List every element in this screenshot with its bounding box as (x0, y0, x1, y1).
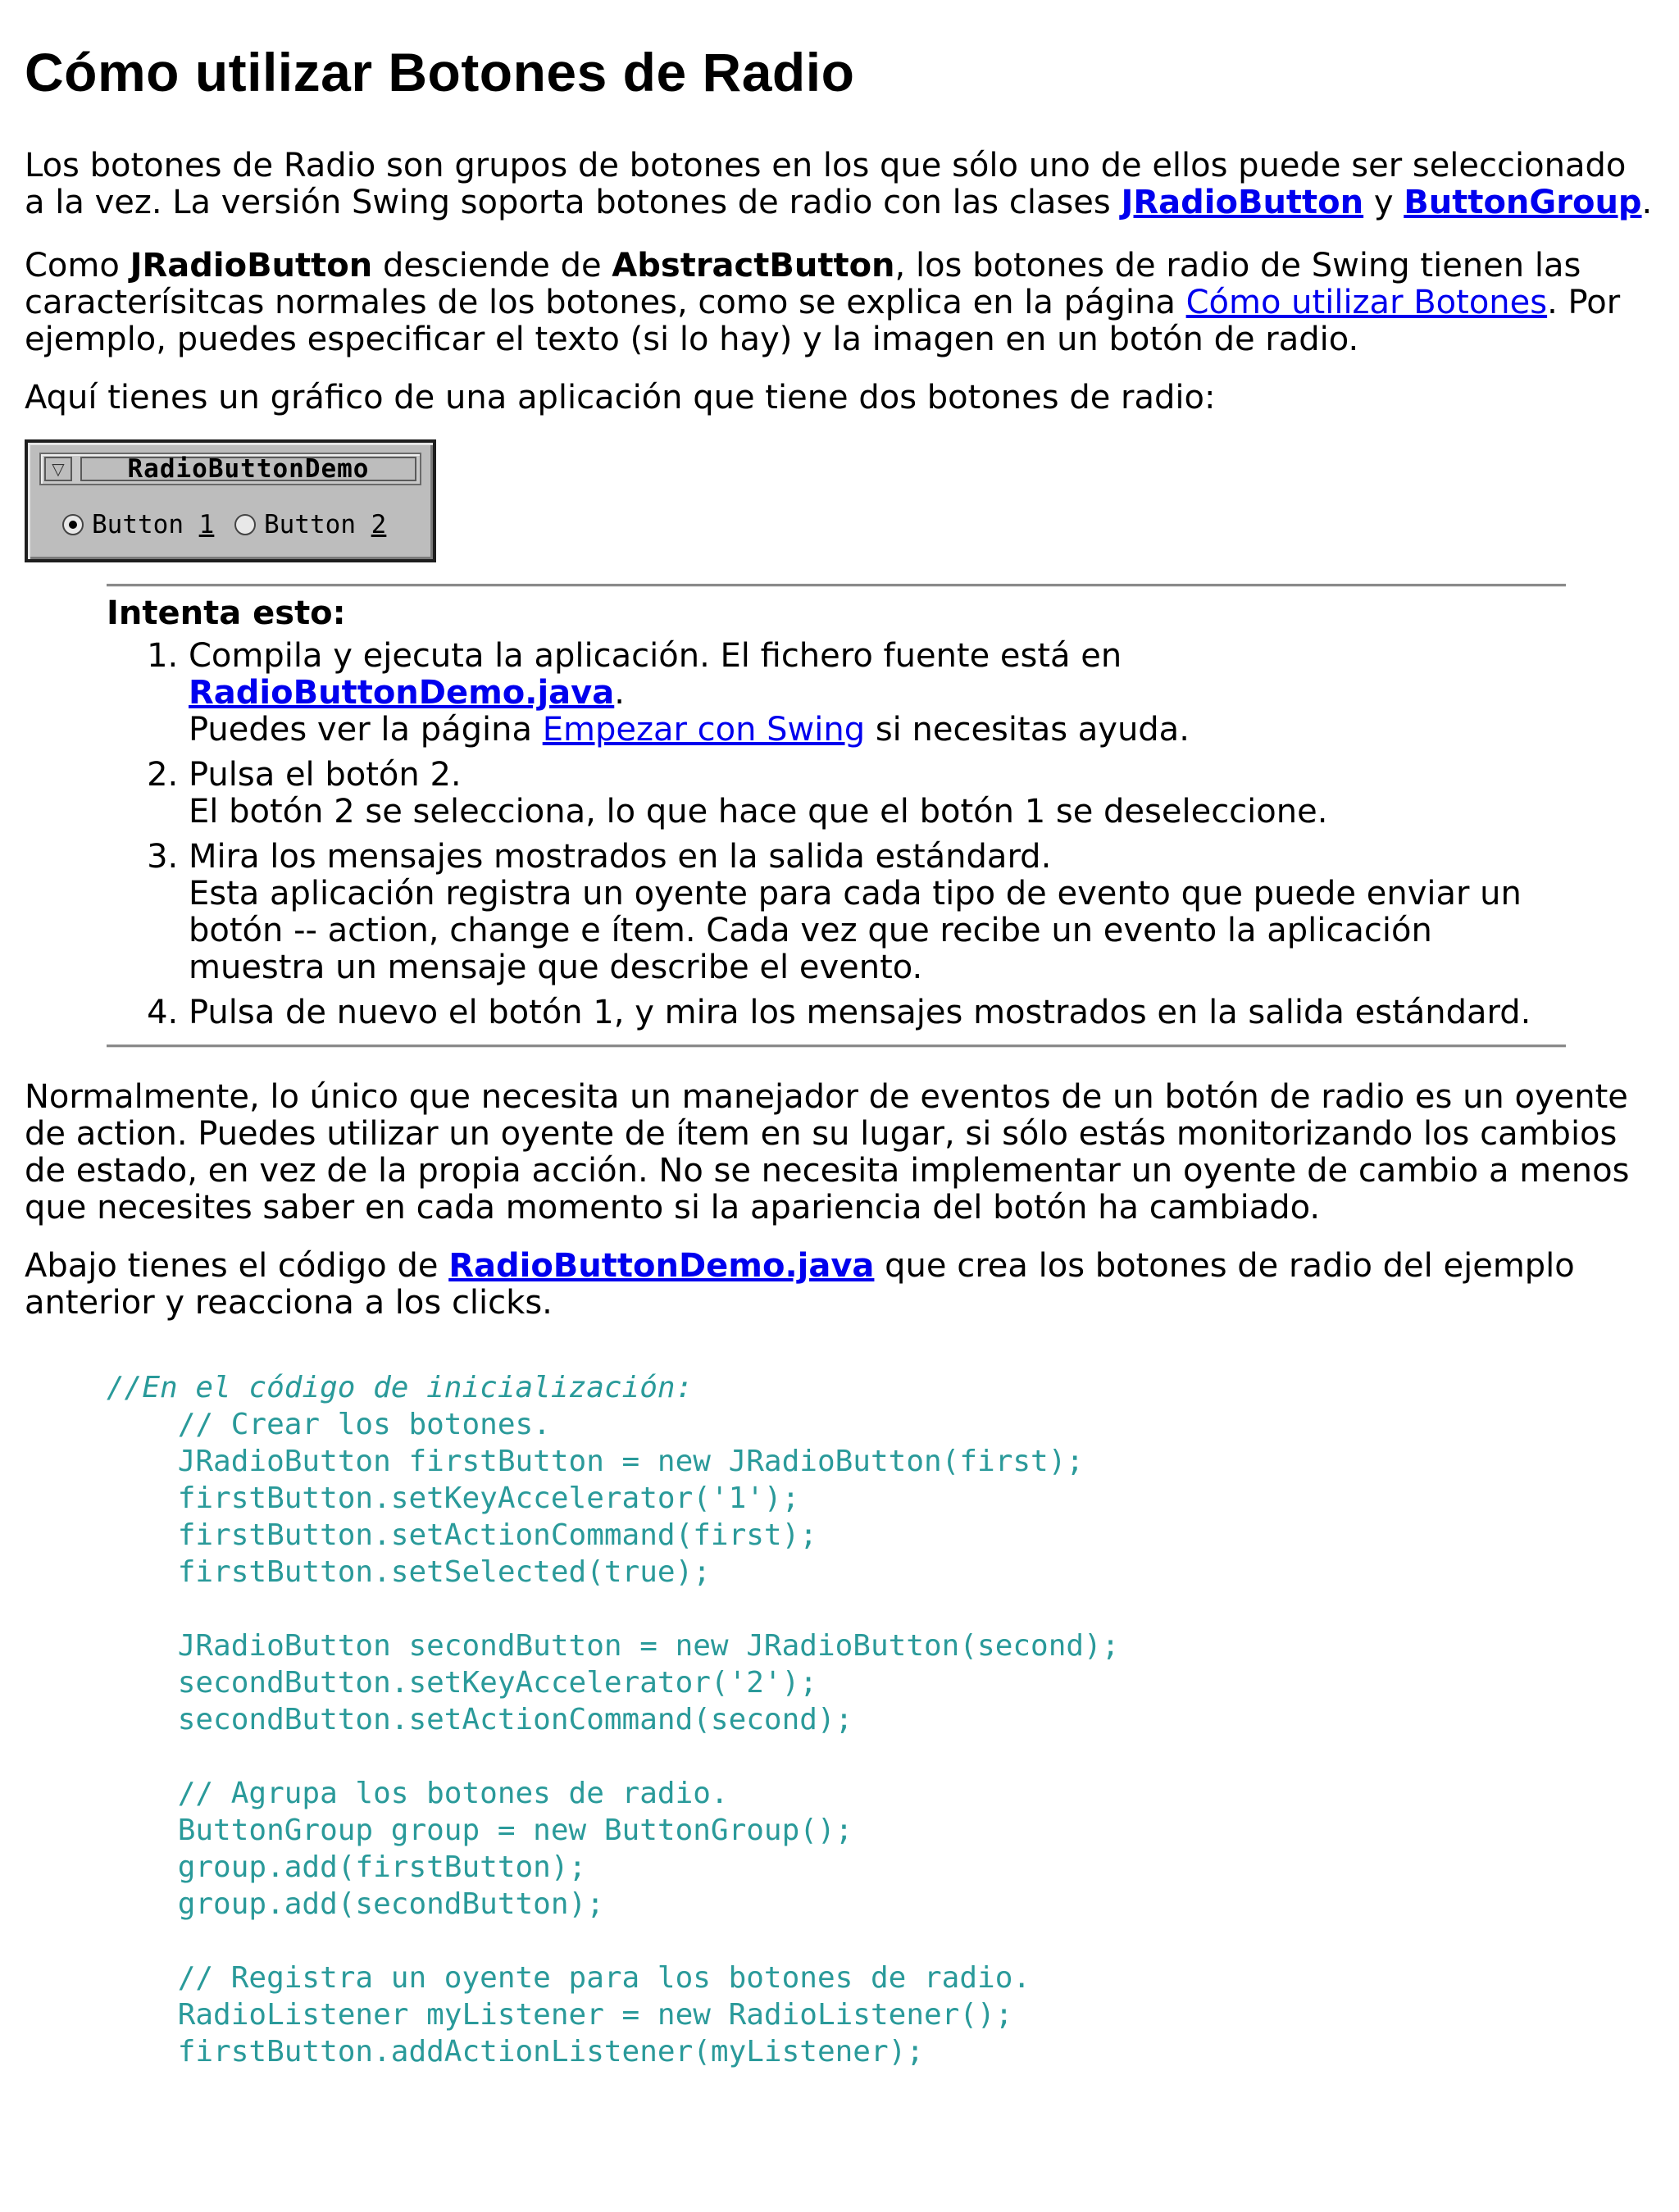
code-line: firstButton.setSelected(true); (107, 1555, 711, 1589)
link-jradiobutton[interactable]: JRadioButton (1121, 184, 1364, 221)
code-line: secondButton.setKeyAccelerator('2'); (107, 1666, 817, 1700)
code-line: firstButton.setKeyAccelerator('1'); (107, 1481, 800, 1515)
event-handler-paragraph: Normalmente, lo único que necesita un manejador de eventos de un botón de radio es un oyente de action. Puedes utilizar un oyente de ítem en su lugar, si sólo estás monitorizando los cambios de estado, en vez de la propia acción. No se necesita implementar un oyente de cambio a menos que necesites saber en cada momento si la apariencia del botón ha cambiado. (25, 1078, 1630, 1227)
link-radiobuttondemo-java-2[interactable]: RadioButtonDemo.java (448, 1247, 875, 1285)
link-buttongroup[interactable]: ButtonGroup (1404, 184, 1642, 221)
try-this-box (107, 584, 1566, 1048)
radio-button-2-icon (234, 514, 256, 535)
link-empezar-con-swing[interactable]: Empezar con Swing (542, 711, 866, 749)
code-block (107, 1369, 1654, 2070)
divider-top (107, 584, 1566, 587)
try-this-list (107, 638, 1566, 1031)
code-line: group.add(firstButton); (107, 1850, 587, 1884)
code-line: JRadioButton firstButton = new JRadioButton(first); (107, 1445, 1085, 1478)
divider-bottom (107, 1045, 1566, 1048)
list-item: 3. Mira los mensajes mostrados en la salida estándard. Esta aplicación registra un oyente para cada tipo de evento que puede enviar un botón -- action, change e ítem. Cada vez que recibe un evento la aplicación muestra un mensaje que describe el evento. (189, 839, 1566, 986)
try-this-title: Intenta esto: (107, 594, 346, 632)
list-item: 2. Pulsa el botón 2. El botón 2 se selecciona, lo que hace que el botón 1 se deseleccione. (189, 757, 1566, 831)
list-item: 1. Compila y ejecuta la aplicación. El fichero fuente está en RadioButtonDemo.java. Puedes ver la página Empezar con Swing si necesitas ayuda. (189, 638, 1566, 749)
graphic-intro-paragraph: Aquí tienes un gráfico de una aplicación que tiene dos botones de radio: (25, 379, 1216, 416)
code-line: firstButton.setActionCommand(first); (107, 1518, 817, 1552)
link-radiobuttondemo-java[interactable]: RadioButtonDemo.java (189, 674, 615, 712)
code-comment: // Crear los botones. (107, 1408, 551, 1441)
list-item: 4. Pulsa de nuevo el botón 1, y mira los mensajes mostrados en la salida estándard. (189, 994, 1566, 1031)
code-line: RadioListener myListener = new RadioListener(); (107, 1998, 1013, 2032)
page-title: Cómo utilizar Botones de Radio (25, 42, 855, 102)
radio-button-1-icon (62, 514, 84, 535)
window-menu-icon: ▽ (44, 457, 72, 481)
code-line: secondButton.setActionCommand(second); (107, 1703, 853, 1736)
code-comment: //En el código de inicialización: (107, 1371, 694, 1404)
window-titlebar (39, 453, 421, 485)
radio-group (62, 507, 391, 541)
radiobuttondemo-window-image (25, 439, 436, 562)
page (0, 39, 1679, 2212)
radio-button-2-label: Button 2 (264, 509, 387, 539)
code-comment: // Registra un oyente para los botones de radio. (107, 1961, 1031, 1995)
code-line: group.add(secondButton); (107, 1887, 604, 1921)
abstractbutton-paragraph: Como JRadioButton desciende de AbstractButton, los botones de radio de Swing tienen las caracterísitcas normales de los botones, como se explica en la página Cómo utilizar Botones. Por ejemplo, puedes especificar el texto (si lo hay) y la imagen en un botón de radio. (25, 247, 1621, 358)
code-line: JRadioButton secondButton = new JRadioButton(second); (107, 1629, 1120, 1663)
radio-button-1-label: Button 1 (92, 509, 215, 539)
code-line: firstButton.addActionListener(myListener); (107, 2035, 924, 2069)
window-title: RadioButtonDemo (80, 457, 416, 481)
intro-paragraph: Los botones de Radio son grupos de botones en los que sólo uno de ellos puede ser seleccionado a la vez. La versión Swing soporta botones de radio con las clases JRadioButton y ButtonGroup. (25, 147, 1653, 221)
code-intro-paragraph: Abajo tienes el código de RadioButtonDemo.java que crea los botones de radio del ejemplo anterior y reacciona a los clicks. (25, 1247, 1575, 1322)
code-line: ButtonGroup group = new ButtonGroup(); (107, 1814, 853, 1847)
link-como-utilizar-botones[interactable]: Cómo utilizar Botones (1185, 284, 1548, 321)
code-comment: // Agrupa los botones de radio. (107, 1777, 729, 1810)
